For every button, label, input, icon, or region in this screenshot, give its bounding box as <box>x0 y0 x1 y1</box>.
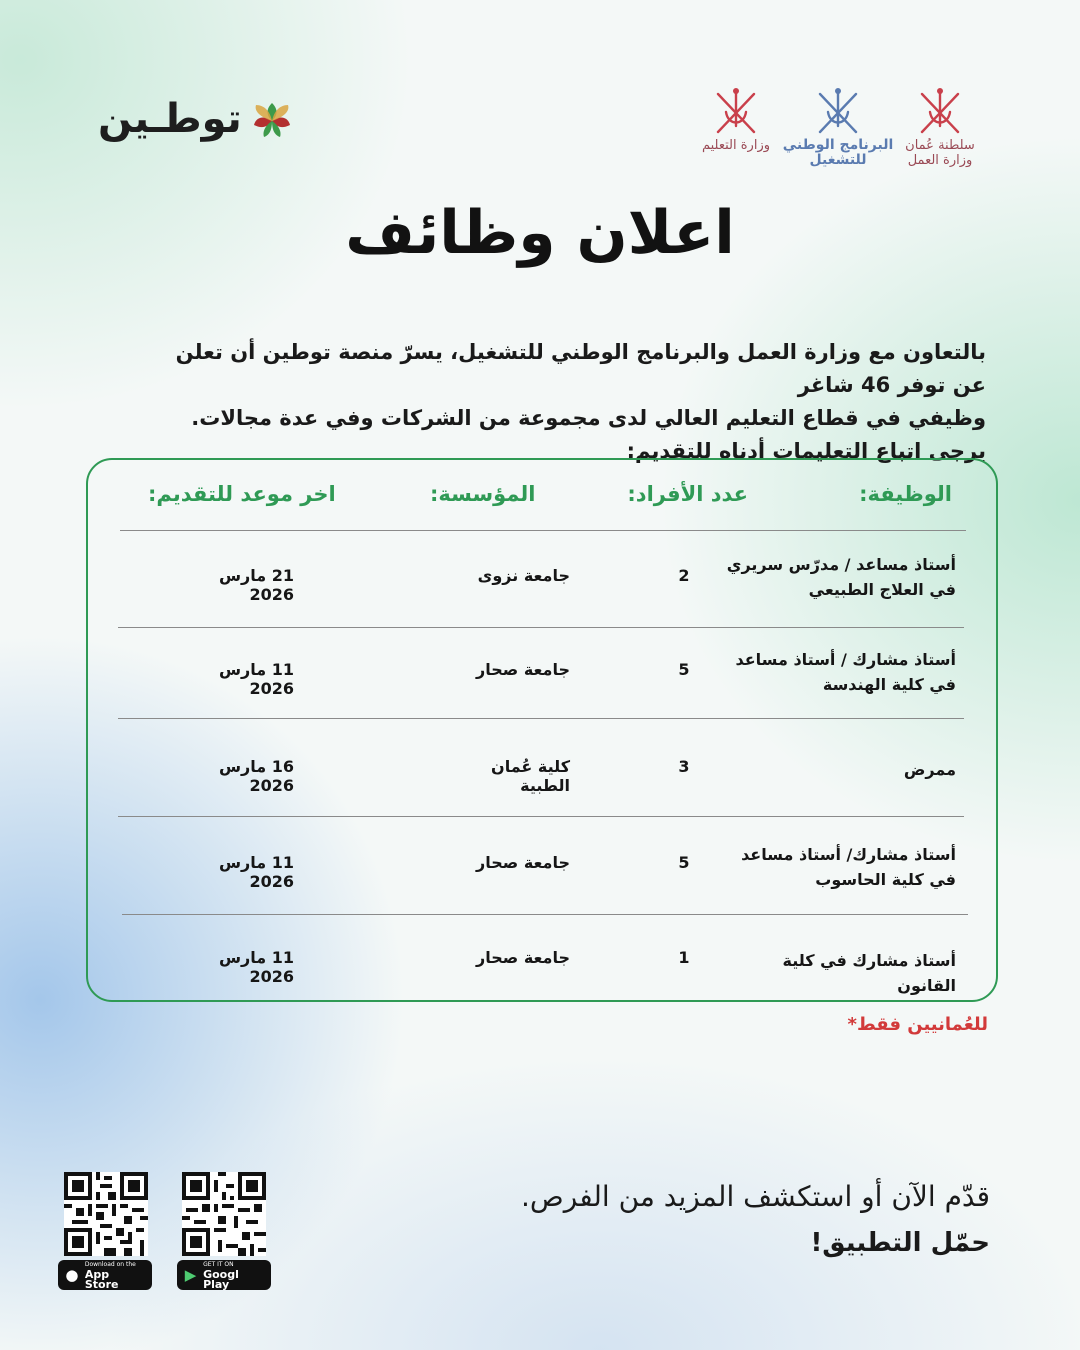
oman-emblem-icon <box>708 82 764 138</box>
oman-emblem-icon <box>912 82 968 138</box>
page-title: اعلان وظائف <box>345 198 735 268</box>
google-play-badge[interactable] <box>177 1260 271 1290</box>
logo-label-line2: للتشغيل <box>809 152 867 168</box>
cell-count: 2 <box>678 566 690 585</box>
cell-institution: جامعة صحار <box>476 853 570 872</box>
badge-big-text: App Store <box>84 1268 119 1291</box>
header-job: الوظيفة: <box>859 482 952 506</box>
table-divider <box>118 627 964 628</box>
national-employment-program-logo <box>782 82 894 168</box>
intro-line: بالتعاون مع وزارة العمل والبرنامج الوطني للتشغيل، يسرّ منصة توطين أن تعلن عن توفر 46 شاغر <box>175 340 986 397</box>
cell-job: أستاذ مساعد / مدرّس سريري في العلاج الطبيعي <box>726 555 956 599</box>
tawteen-leaf-icon <box>250 97 294 141</box>
cell-job: أستاذ مشارك في كلية القانون <box>782 951 956 995</box>
ministry-of-education-logo <box>702 82 770 168</box>
intro-line: وظيفي في قطاع التعليم العالي لدى مجموعة من الشركات وفي عدة مجالات. <box>191 406 986 430</box>
table-divider <box>122 914 968 915</box>
table-divider <box>118 718 964 719</box>
cell-deadline: 21 مارس 2026 <box>218 566 294 604</box>
cta-text: قدّم الآن أو استكشف المزيد من الفرص. <box>521 1180 990 1213</box>
logo-label-line2: وزارة التعليم <box>701 138 771 153</box>
cell-institution: جامعة صحار <box>476 948 570 967</box>
apple-icon: ● <box>65 1266 79 1284</box>
intro-text <box>146 336 986 468</box>
jobs-table <box>86 458 998 1002</box>
cell-deadline: 11 مارس 2026 <box>218 948 294 986</box>
app-store-qr-code[interactable] <box>64 1172 148 1256</box>
intro-line: يرجى اتباع التعليمات أدناه للتقديم: <box>626 439 986 463</box>
cell-job: أستاذ مشارك/ أستاذ مساعد في كلية الحاسوب <box>741 845 956 889</box>
cell-job: ممرض <box>903 760 956 779</box>
header-institution: المؤسسة: <box>430 482 536 506</box>
cell-institution: كلية عُمان الطبية <box>491 757 570 795</box>
partner-logos <box>702 82 974 168</box>
cell-count: 5 <box>678 660 690 679</box>
logo-label-line1: البرنامج الوطني <box>782 137 894 153</box>
cell-deadline: 16 مارس 2026 <box>218 757 294 795</box>
logo-label-line1: سلطنة عُمان <box>905 138 975 153</box>
cell-count: 3 <box>678 757 690 776</box>
header-deadline: اخر موعد للتقديم: <box>148 482 336 506</box>
cell-deadline: 11 مارس 2026 <box>218 660 294 698</box>
cell-job: أستاذ مشارك / أستاذ مساعد في كلية الهندسة <box>735 650 956 694</box>
download-app-text: حمّل التطبيق! <box>810 1228 990 1258</box>
omanis-only-note: للعُمانيين فقط* <box>847 1014 988 1035</box>
oman-emblem-icon <box>810 82 866 138</box>
google-play-qr-code[interactable] <box>182 1172 266 1256</box>
cell-institution: جامعة صحار <box>476 660 570 679</box>
ministry-of-labour-logo <box>906 82 974 168</box>
badge-big-text: Googl Play <box>203 1268 239 1291</box>
cell-count: 1 <box>678 948 690 967</box>
badge-small-text: GET IT ON <box>203 1261 234 1268</box>
table-divider <box>118 816 964 817</box>
badge-small-text: Download on the <box>84 1261 136 1268</box>
tawteen-brand <box>98 96 294 142</box>
brand-name: توطـين <box>98 96 242 142</box>
table-divider <box>120 530 966 531</box>
header-count: عدد الأفراد: <box>627 482 748 506</box>
cell-deadline: 11 مارس 2026 <box>218 853 294 891</box>
play-triangle-icon: ▶ <box>184 1266 197 1284</box>
cell-count: 5 <box>678 853 690 872</box>
app-store-badge[interactable] <box>58 1260 152 1290</box>
cell-institution: جامعة نزوى <box>477 566 570 585</box>
logo-label-line2: وزارة العمل <box>907 153 973 168</box>
